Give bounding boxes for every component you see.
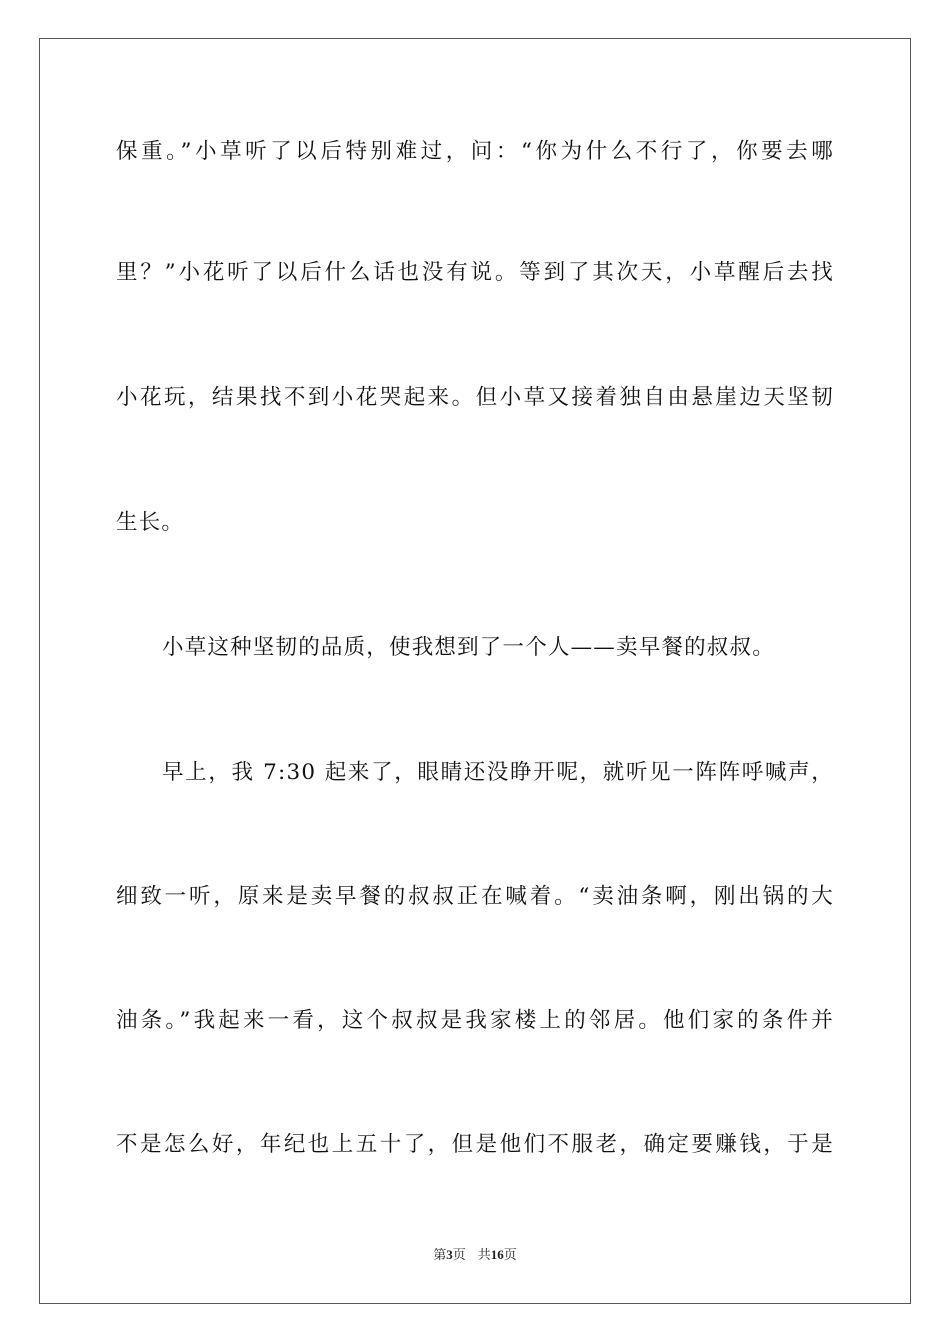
- body-line-3: 小花玩，结果找不到小花哭起来。但小草又接着独自由悬崖边天坚韧: [116, 385, 834, 410]
- body-line-5: 小草这种坚韧的品质，使我想到了一个人——卖早餐的叔叔。: [162, 635, 775, 660]
- footer-total-prefix: 共: [477, 1247, 491, 1262]
- page-frame: [39, 38, 911, 1304]
- footer-page-prefix: 第: [433, 1247, 447, 1262]
- body-line-6: 早上，我 7:30 起来了，眼睛还没睁开呢，就听见一阵阵呼喊声，: [162, 760, 834, 785]
- footer-page-suffix: 页: [452, 1247, 466, 1262]
- body-line-4: 生长。: [116, 510, 185, 535]
- body-line-9: 不是怎么好，年纪也上五十了，但是他们不服老，确定要赚钱，于是: [116, 1132, 834, 1157]
- body-line-1: 保重。”小草听了以后特别难过，问：“你为什么不行了，你要去哪: [116, 139, 834, 164]
- footer-total-pages: 16: [490, 1247, 504, 1262]
- body-line-2: 里？”小花听了以后什么话也没有说。等到了其次天，小草醒后去找: [116, 260, 834, 285]
- page-footer: [0, 1246, 950, 1264]
- footer-total-suffix: 页: [503, 1247, 517, 1262]
- footer-page-number: 3: [446, 1247, 453, 1262]
- body-line-7: 细致一听，原来是卖早餐的叔叔正在喊着。“卖油条啊，刚出锅的大: [116, 884, 834, 909]
- body-line-8: 油条。”我起来一看，这个叔叔是我家楼上的邻居。他们家的条件并: [116, 1008, 834, 1033]
